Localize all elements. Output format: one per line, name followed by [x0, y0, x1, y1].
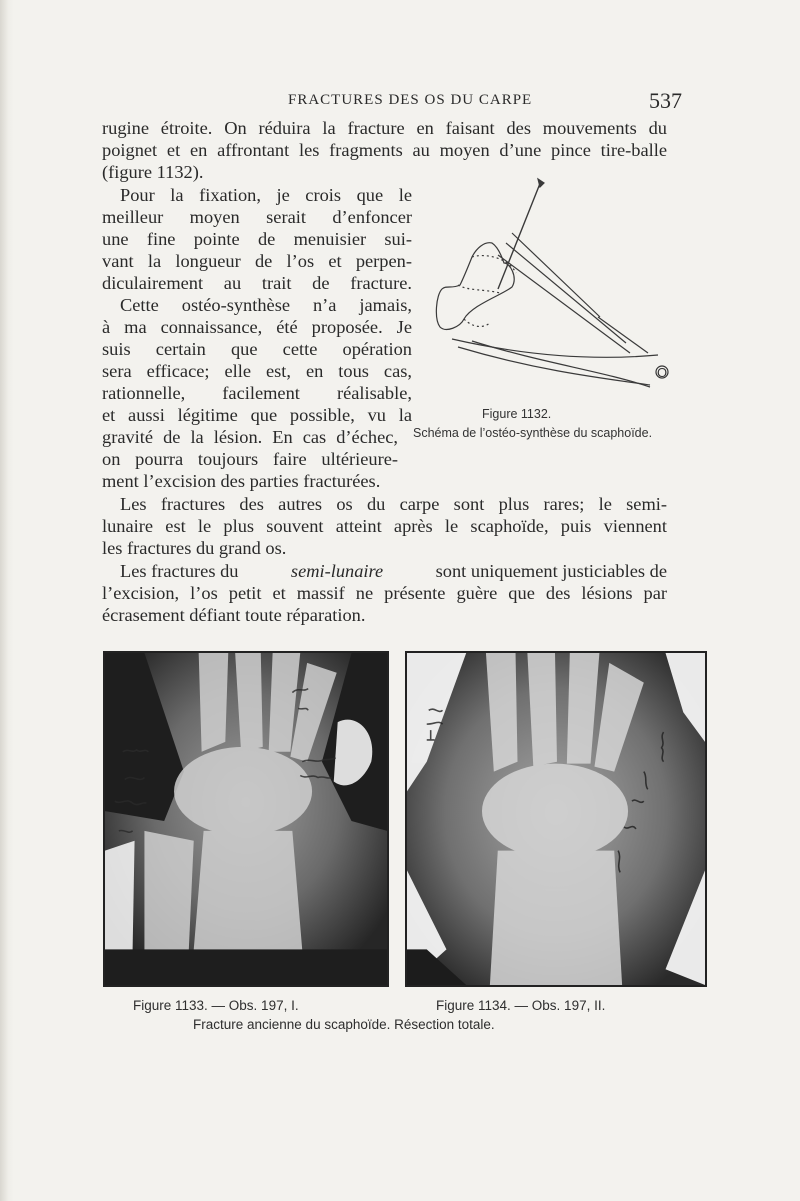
wrist-radiograph-image — [105, 653, 387, 985]
running-head-title: FRACTURES DES OS DU CARPE — [288, 92, 533, 108]
text-line: écrasement défiant toute réparation. — [102, 605, 366, 625]
text-segment: sont uniquement justiciables de — [435, 561, 667, 581]
text-line: l’excision, l’os petit et massif ne présente guère que des lésions par — [102, 583, 667, 603]
text-line: gravité de la lésion. En cas d’échec, — [102, 427, 398, 447]
text-line: meilleur moyen serait d’enfoncer — [102, 207, 412, 227]
figure-1132-diagram — [412, 177, 682, 409]
text-segment: Les fractures du — [120, 561, 239, 581]
wrist-radiograph-image — [407, 653, 705, 985]
text-line: Les fractures des autres os du carpe sont plus rares; le semi- — [120, 494, 667, 514]
nail-line — [498, 181, 541, 289]
figure-1133-radiograph — [103, 651, 389, 987]
text-line: rationnelle, facilement réalisable, — [102, 383, 412, 403]
text-line: poignet et en affrontant les fragments au moyen d’une pince tire-balle — [102, 140, 667, 160]
text-line: on pourra toujours faire ultérieure- — [102, 449, 398, 469]
text-line: Pour la fixation, je crois que le — [120, 185, 412, 205]
text-segment-italic: semi-lunaire — [290, 561, 384, 581]
figure-1134-label: Figure 1134. — Obs. 197, II. — [436, 998, 606, 1013]
figure-1134-radiograph — [405, 651, 707, 987]
text-line: ment l’excision des parties fracturées. — [102, 471, 381, 491]
figure-1132-label: Figure 1132. — [482, 407, 552, 421]
figure-1133-label: Figure 1133. — Obs. 197, I. — [133, 998, 299, 1013]
text-line: (figure 1132). — [102, 162, 204, 182]
figure-1132-marker-label: O — [657, 365, 668, 380]
text-line: et aussi légitime que possible, vu la — [102, 405, 412, 425]
text-line: une fine pointe de menuisier sui- — [102, 229, 412, 249]
text-line: rugine étroite. On réduira la fracture en faisant des mouvements du — [102, 118, 667, 138]
text-line: les fractures du grand os. — [102, 538, 287, 558]
shared-figure-caption: Fracture ancienne du scaphoïde. Résection totale. — [193, 1017, 495, 1032]
text-line: sera efficace; elle est, en tous cas, — [102, 361, 412, 381]
text-line: Cette ostéo-synthèse n’a jamais, — [120, 295, 412, 315]
text-line: lunaire est le plus souvent atteint après le scaphoïde, puis viennent — [102, 516, 667, 536]
text-line-mixed — [120, 560, 667, 582]
text-line: vant la longueur de l’os et perpen- — [102, 251, 412, 271]
text-line: suis certain que cette opération — [102, 339, 412, 359]
page-binding-edge — [0, 0, 14, 1201]
page-number: 537 — [649, 88, 682, 113]
text-line: diculairement au trait de fracture. — [102, 273, 412, 293]
scaphoid-osteosynthesis-sketch — [412, 177, 682, 409]
figure-1132-caption: Schéma de l’ostéo-synthèse du scaphoïde. — [413, 426, 653, 440]
text-line: à ma connaissance, été proposée. Je — [102, 317, 412, 337]
